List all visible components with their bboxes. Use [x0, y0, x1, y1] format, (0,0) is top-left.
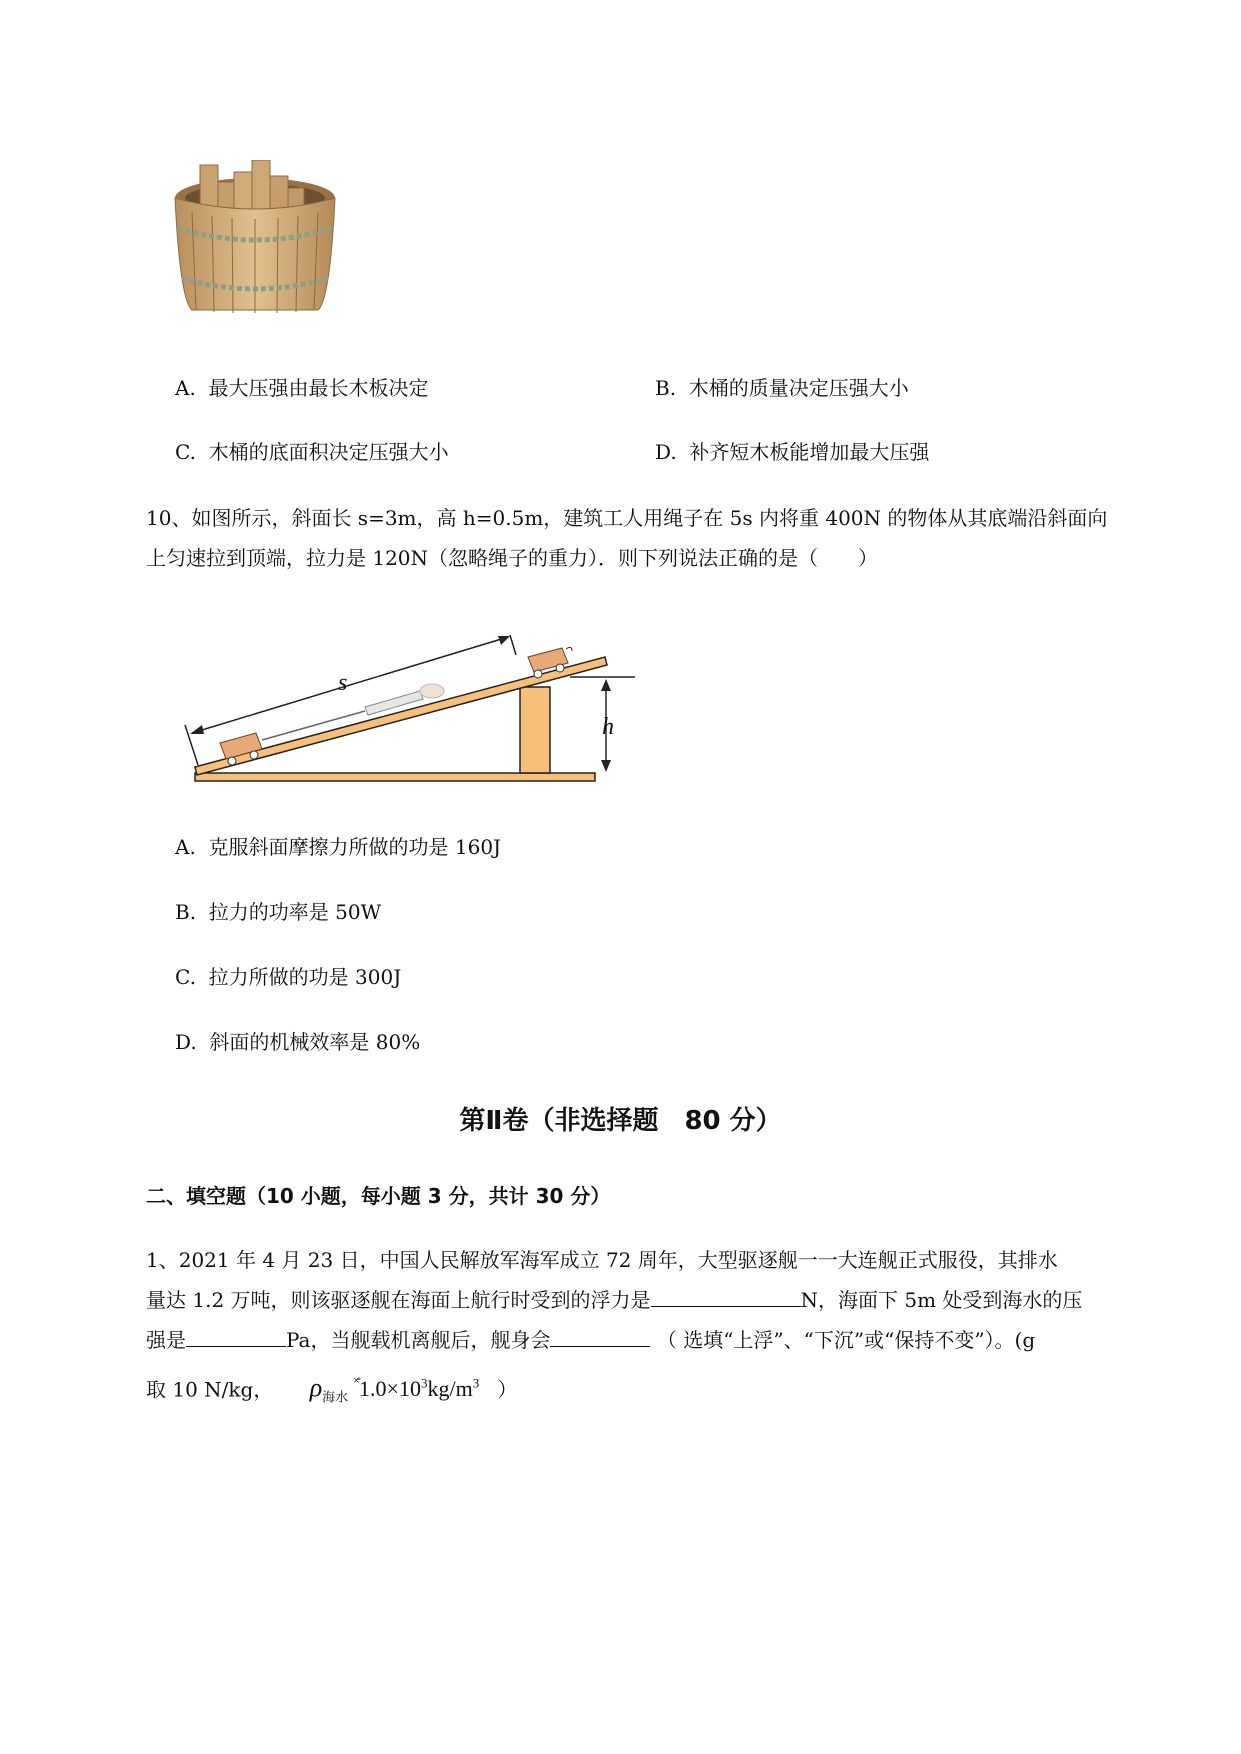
q10-option-b: B. 拉力的功率是 50W: [175, 900, 382, 924]
answer-blank-2[interactable]: [186, 1322, 286, 1347]
q10-option-c: C. 拉力所做的功是 300J: [175, 965, 402, 989]
section-heading: 二、填空题（10 小题，每小题 3 分，共计 30 分）: [146, 1184, 611, 1208]
density-formula: $\rho_{海水}$ $^{˟̊}1.0\times 10^3kg/m^3$: [309, 1373, 480, 1405]
option-d: D. 补齐短木板能增加最大压强: [655, 440, 930, 464]
s-label: s: [338, 670, 348, 696]
q10-option-d: D. 斜面的机械效率是 80%: [175, 1030, 421, 1054]
part-2-title: 第Ⅱ卷（非选择题 80 分）: [459, 1106, 782, 1136]
wooden-bucket-illustration: [170, 160, 340, 325]
fill-question-1: 1、2021 年 4 月 23 日，中国人民解放军海军成立 72 周年，大型驱逐舰一一大连舰正式服役，其排水 量达 1.2 万吨，则该驱逐舰在海面上航行时受到的浮力是 N，海面下 5m 处受到海水的压 强是 Pa，当舰载机离舰后，舰身会 （ 选填“上浮”、“下沉”或“保持不变”）。(g 取 10 N/kg， $\rho_{海水}$ $^{˟̊}1.0\times 10^3kg/m^3$ ）: [146, 1248, 1083, 1405]
q10-option-a: A. 克服斜面摩擦力所做的功是 160J: [175, 835, 502, 859]
option-c: C. 木桶的底面积决定压强大小: [175, 440, 449, 464]
option-a: A. 最大压强由最长木板决定: [175, 376, 429, 400]
option-b: B. 木桶的质量决定压强大小: [655, 376, 909, 400]
question-10-stem: 10、如图所示，斜面长 s=3m，高 h=0.5m，建筑工人用绳子在 5s 内将重 400N 的物体从其底端沿斜面向 上匀速拉到顶端，拉力是 120N（忽略绳子的重力）．则下列说法正确的是（ ）: [146, 506, 1108, 570]
inclined-plane-figure: [170, 615, 640, 790]
answer-blank-1[interactable]: [651, 1282, 801, 1307]
answer-blank-3[interactable]: [550, 1322, 650, 1347]
h-label: h: [602, 714, 614, 740]
